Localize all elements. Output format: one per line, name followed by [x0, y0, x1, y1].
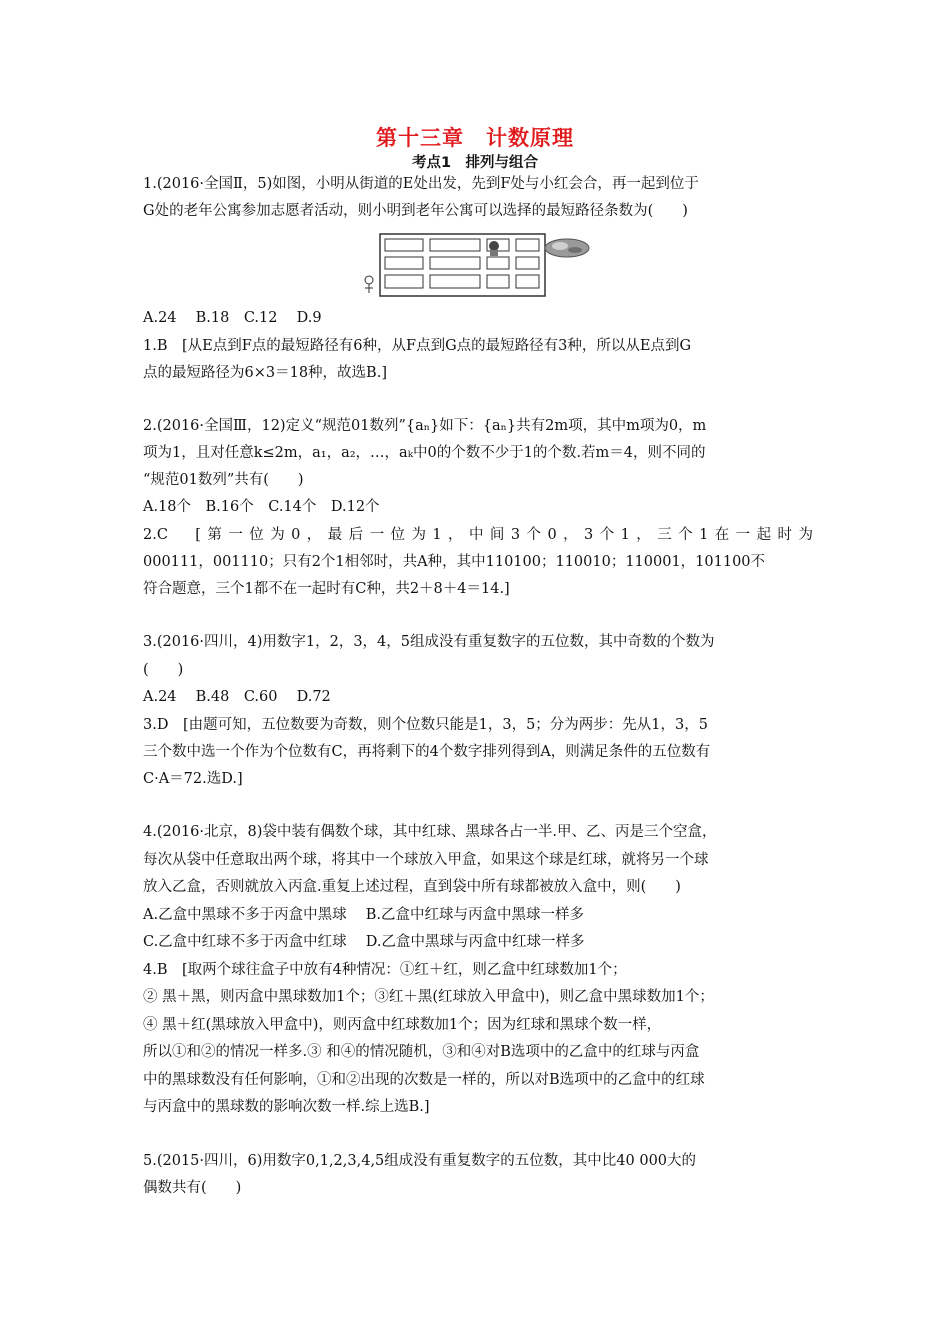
q4-line-1: 4.(2016·北京，8)袋中装有偶数个球，其中红球、黑球各占一半.甲、乙、丙是三个空盒， — [143, 824, 717, 840]
street-grid-figure — [355, 228, 595, 300]
q1-line-1: 1.(2016·全国Ⅱ，5)如图，小明从街道的E处出发，先到F处与小红会合，再一起到位于 — [143, 176, 699, 192]
chapter-title: 第十三章 计数原理 — [376, 126, 574, 150]
a4-line-6: 与丙盒中的黑球数的影响次数一样.综上选B.] — [143, 1099, 430, 1115]
q5-line-2: 偶数共有( ) — [143, 1180, 242, 1196]
a3-line-3: C·A＝72.选D.] — [143, 771, 243, 787]
a1-line-2: 点的最短路径为6×3＝18种，故选B.] — [143, 365, 387, 381]
q3-line-1: 3.(2016·四川，4)用数字1，2，3，4，5组成没有重复数字的五位数，其中奇数的个数为 — [143, 634, 715, 650]
a4-line-3: ④ 黑＋红(黑球放入甲盒中)，则丙盒中红球数加1个；因为红球和黑球个数一样， — [143, 1017, 662, 1033]
q4-line-2: 每次从袋中任意取出两个球，将其中一个球放入甲盒，如果这个球是红球，就将另一个球 — [143, 852, 709, 868]
q2-line-3: “规范01数列”共有( ) — [143, 472, 304, 488]
q2-line-1: 2.(2016·全国Ⅲ，12)定义“规范01数列”{aₙ}如下：{aₙ}共有2m项，其中m项为0，m — [143, 418, 707, 434]
q2-line-2: 项为1，且对任意k≤2m，a₁，a₂，…，aₖ中0的个数不少于1的个数.若m＝4，则不同的 — [143, 445, 706, 461]
q3-line-2: ( ) — [143, 662, 184, 678]
q4-options-cd: C.乙盒中红球不多于丙盒中红球 D.乙盒中黑球与丙盒中红球一样多 — [143, 934, 585, 950]
a3-line-1: 3.D [由题可知，五位数要为奇数，则个位数只能是1，3，5；分为两步：先从1，3，5 — [143, 717, 708, 733]
grid-blocks — [385, 239, 539, 288]
q1-options: A.24 B.18 C.12 D.9 — [143, 310, 322, 326]
a2-line-3: 符合题意，三个1都不在一起时有C种，共2＋8＋4＝14.] — [143, 581, 510, 597]
a3-line-2: 三个数中选一个作为个位数有C，再将剩下的4个数字排列得到A，则满足条件的五位数有 — [143, 744, 711, 760]
a4-line-4: 所以①和②的情况一样多.③ 和④的情况随机，③和④对B选项中的乙盒中的红球与丙盒 — [143, 1044, 700, 1060]
q1-line-2: G处的老年公寓参加志愿者活动，则小明到老年公寓可以选择的最短路径条数为( ) — [143, 203, 688, 219]
a1-line-1: 1.B [从E点到F点的最短路径有6种，从F点到G点的最短路径有3种，所以从E点到G — [143, 338, 692, 354]
a4-line-1: 4.B [取两个球往盒子中放有4种情况：①红＋红，则乙盒中红球数加1个； — [143, 962, 627, 978]
a2-line-1: 2.C [第一位为0，最后一位为1，中间3个0，3个1，三个1在一起时为 — [143, 527, 813, 543]
meeting-person-icon — [489, 241, 499, 256]
q3-options: A.24 B.48 C.60 D.72 — [143, 689, 331, 705]
q4-line-3: 放入乙盒，否则就放入丙盒.重复上述过程，直到袋中所有球都被放入盒中，则( ) — [143, 879, 681, 895]
q5-line-1: 5.(2015·四川，6)用数字0,1,2,3,4,5组成没有重复数字的五位数，其中比40 000大的 — [143, 1153, 697, 1169]
a2-line-2: 000111，001110；只有2个1相邻时，共A种，其中110100；110010；110001，101100不 — [143, 554, 766, 570]
person-icon — [365, 276, 373, 293]
q4-options-ab: A.乙盒中黑球不多于丙盒中黑球 B.乙盒中红球与丙盒中黑球一样多 — [143, 907, 584, 923]
a4-line-5: 中的黑球数没有任何影响，①和②出现的次数是一样的，所以对B选项中的乙盒中的红球 — [143, 1072, 705, 1088]
q2-options: A.18个 B.16个 C.14个 D.12个 — [143, 499, 380, 515]
nursing-home-icon — [545, 239, 589, 257]
section-subtitle: 考点1 排列与组合 — [411, 155, 539, 171]
a4-line-2: ② 黑＋黑，则丙盒中黑球数加1个；③红＋黑(红球放入甲盒中)，则乙盒中黑球数加1个； — [143, 989, 714, 1005]
